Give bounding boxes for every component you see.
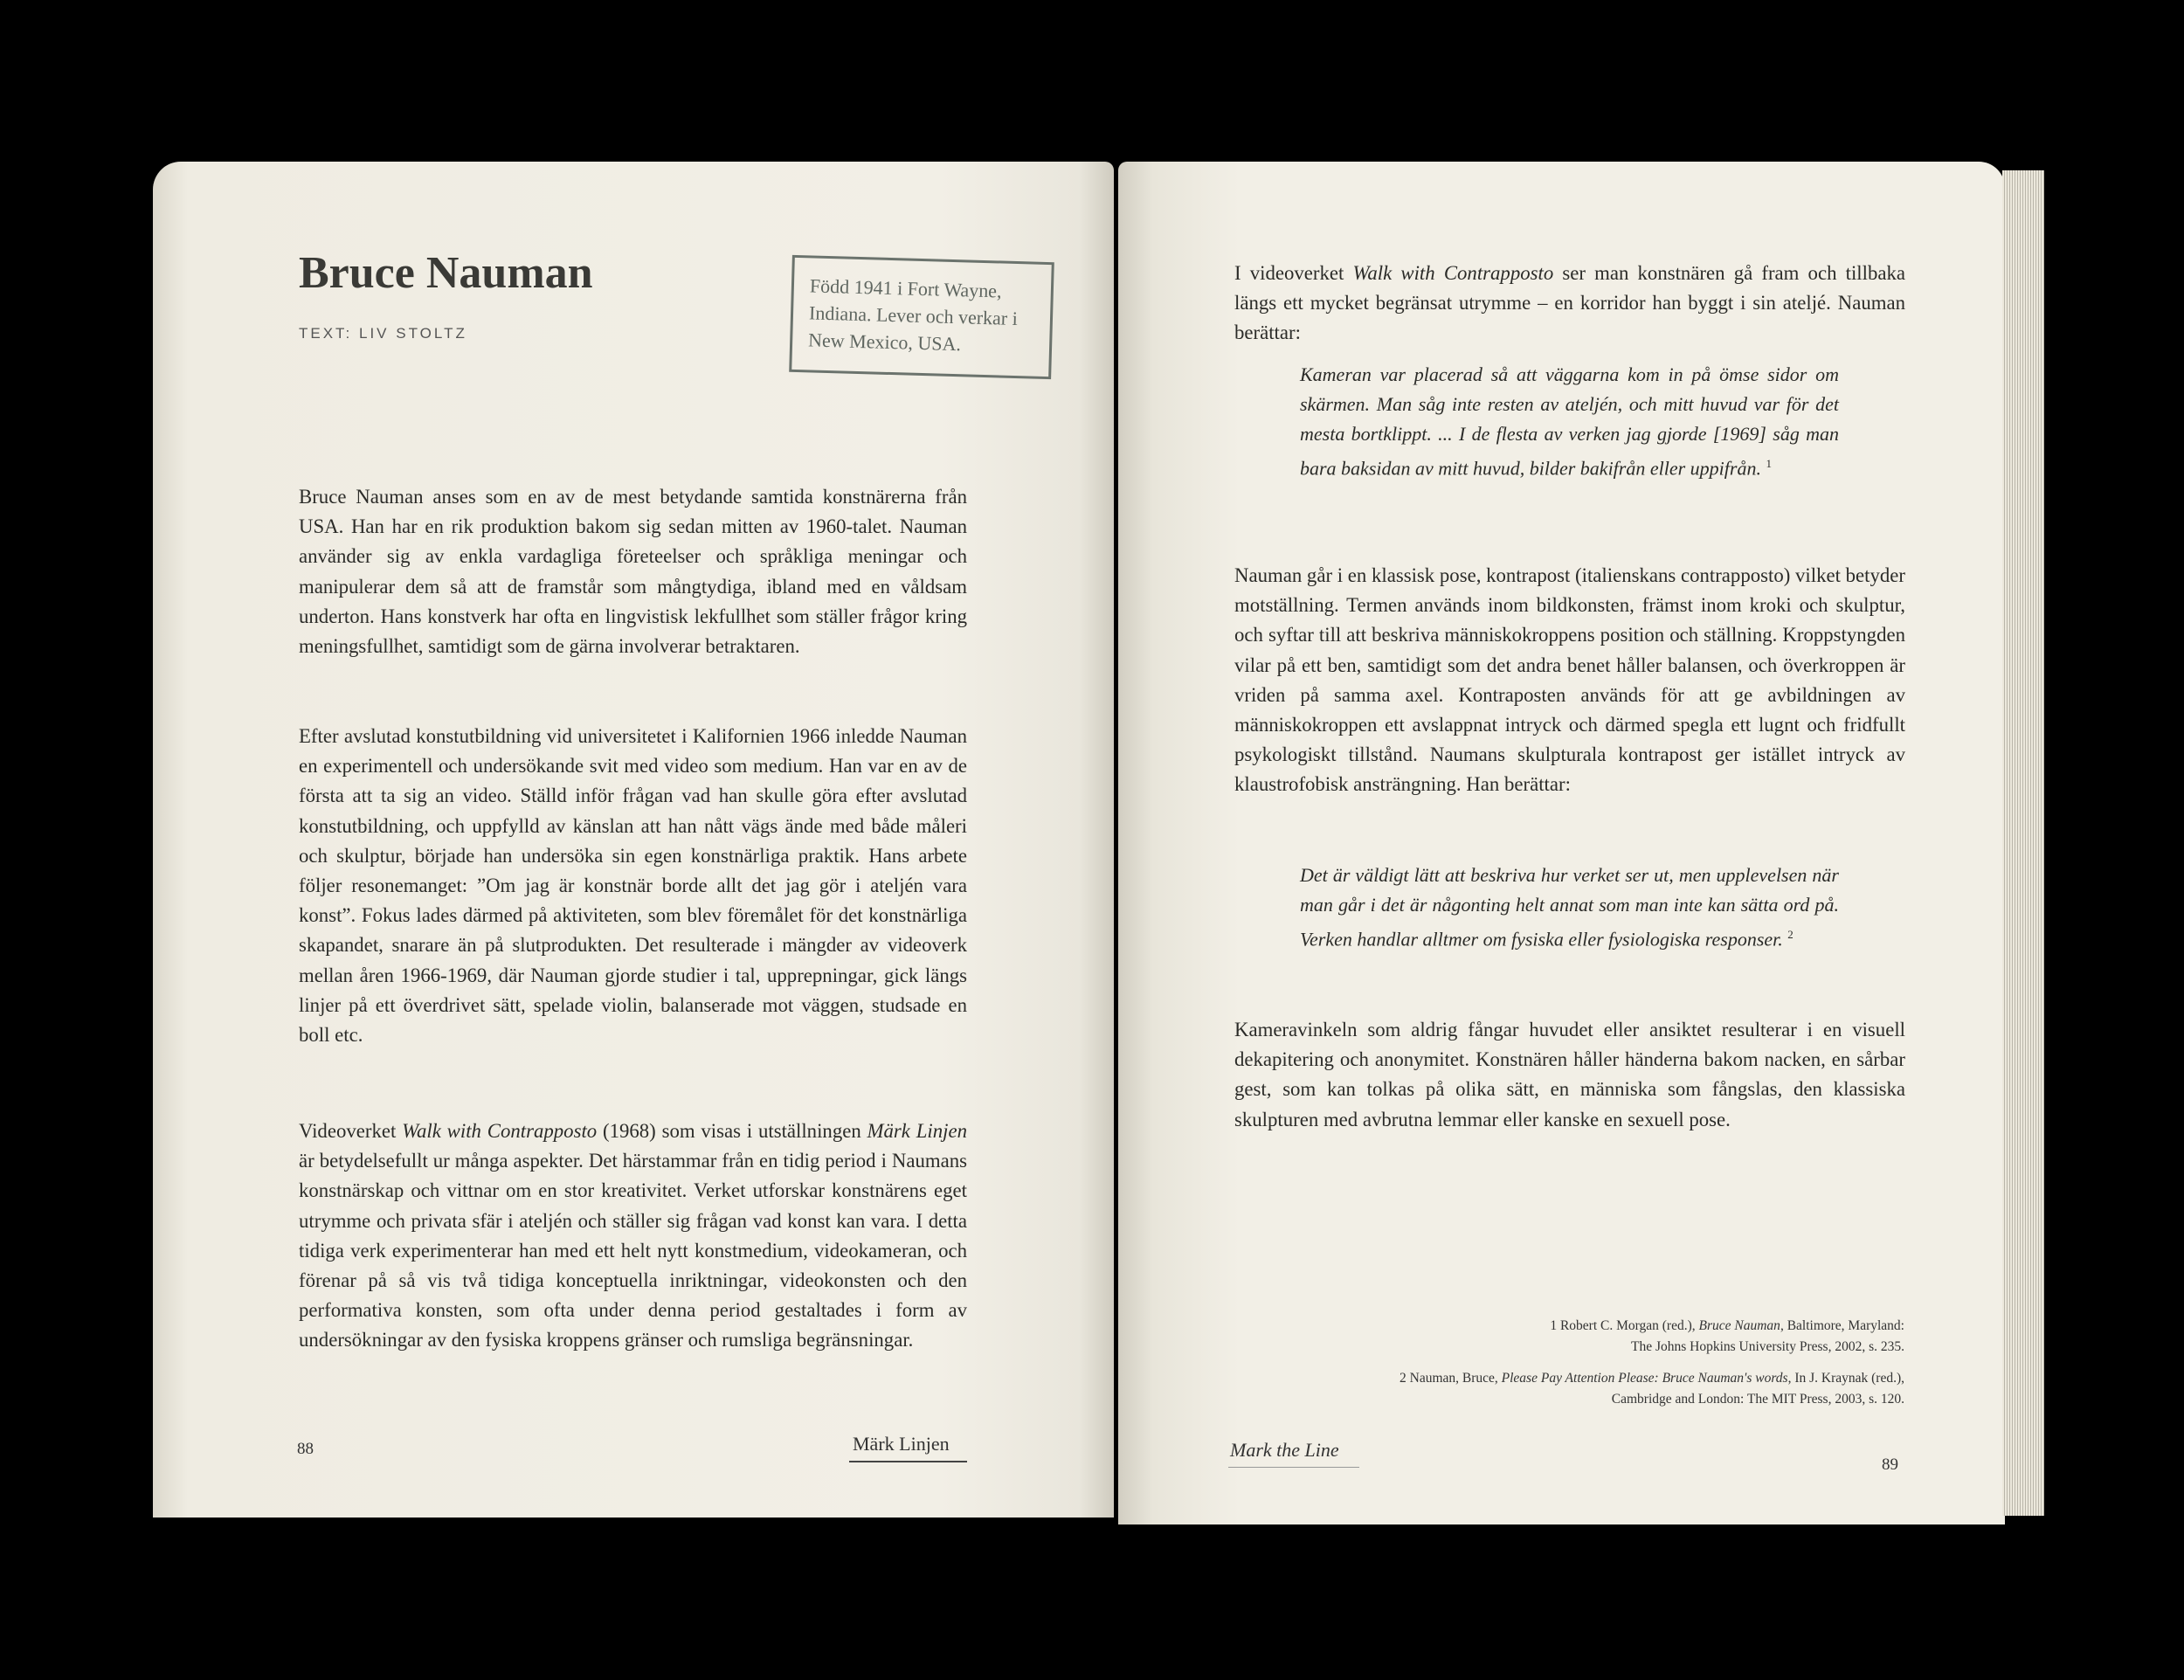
quote-2-text: Det är väldigt lätt att beskriva hur verket ser ut, men upplevelsen när man går i det är någonting helt annat som man inte kan sätta ord på. Verken handlar alltmer om fysiska eller fysiologiska responser.	[1300, 864, 1839, 951]
left-paragraph-2: Efter avslutad konstutbildning vid universitetet i Kalifornien 1966 inledde Nauman en experimentell och undersökande svit med video som medium. Han var en av de första att ta sig an video. Ställd inför frågan vad han skulle göra efter avslutad konstutbildning, och uppfylld av känslan att han nått vägs ände med både måleri och skulptur, började han undersöka sin egen konstnärliga praktik. Hans arbete följer resonemanget: ”Om jag är konstnär borde allt det jag gör i ateljén vara konst”. Fokus lades därmed på aktiviteten, som blev föremålet för det konstnärliga skapandet, snarare än på slutprodukten. Det resulterade i mängder av videoverk mellan åren 1966-1969, där Nauman gjorde studier i tal, upprepningar, gick längs linjer på ett överdrivet sätt, spelade violin, balanserade mot väggen, studsade en boll etc.	[299, 725, 967, 1047]
left-paragraph-1: Bruce Nauman anses som en av de mest betydande samtida konstnärerna från USA. Han har en rik produktion bakom sig sedan mitten av 1960-talet. Nauman använder sig av enkla vardagliga företeelser och språkliga meningar och manipulerar dem så att de framstår som mångtydiga, ibland med en våldsam underton. Hans konstverk har ofta en lingvistisk lekfullhet som ställer frågor kring meningsfullhet, samtidigt som de gärna involverar betraktaren.	[299, 486, 967, 658]
footnote-ref-1: 1	[1766, 457, 1772, 470]
footnote-1-title: Bruce Nauman	[1698, 1318, 1780, 1333]
page-number-right: 89	[1882, 1455, 1898, 1474]
bio-text: Född 1941 i Fort Wayne, Indiana. Lever och verkar i New Mexico, USA.	[807, 274, 1019, 356]
footnote-2	[1241, 1368, 1904, 1410]
running-title-right: Mark the Line	[1230, 1439, 1339, 1461]
footnote-1-text-a: 1 Robert C. Morgan (red.),	[1550, 1318, 1699, 1333]
left-paragraph-3-text-e: är betydelsefullt ur många aspekter. Det härstammar från en tidig period i Naumans konstnärskap och vittnar om en stor kreativitet. Verket utforskar konstnärens eget utrymme och privata sfär i ateljén och ställer sig frågan vad konst kan vara. I detta tidiga verk experimenterar han med ett helt nytt konstmedium, videokameran, och förenar på så vis två tidiga konceptuella inriktningar, videokonsten och den performativa konsten, som ofta under denna period gestaltades i form av undersökningar av den fysiska kroppens gränser och rumsliga begränsningar.	[299, 1150, 967, 1352]
footnote-1	[1310, 1316, 1904, 1358]
footnote-1-line-2: The Johns Hopkins University Press, 2002, s. 235.	[1630, 1339, 1904, 1354]
running-title-rule-right	[1228, 1467, 1359, 1468]
work-title-italic: Walk with Contrapposto	[402, 1120, 598, 1142]
right-paragraph-1	[1234, 259, 1905, 349]
running-title-rule-left	[849, 1461, 967, 1462]
page-number-left: 88	[297, 1440, 314, 1458]
quote-1-text: Kameran var placerad så att väggarna kom in på ömse sidor om skärmen. Man såg inte resten av ateljén, och mitt huvud var för det mesta bortklippt. ... I de flesta av verken jag gjorde [1969] såg man bara baksidan av mitt huvud, bilder bakifrån eller uppifrån.	[1300, 363, 1839, 480]
left-paragraph-3-text-a: Videoverket	[299, 1120, 403, 1142]
footnote-2-line-1	[1241, 1368, 1904, 1389]
footnote-2-line-2: Cambridge and London: The MIT Press, 2003, s. 120.	[1611, 1392, 1904, 1407]
right-paragraph-1-text-a: I videoverket	[1234, 262, 1353, 284]
running-title-left: Märk Linjen	[853, 1433, 950, 1455]
author-credit: TEXT: LIV STOLTZ	[299, 325, 467, 342]
page-edges-right	[2002, 170, 2044, 1516]
right-paragraph-1-text-c: ser man konstnären gå fram och tillbaka längs ett mycket begränsat utrymme – en korridor han byggt i sin ateljé. Nauman berättar:	[1234, 262, 1905, 344]
article-title: Bruce Nauman	[299, 248, 593, 298]
footnote-2-text-a: 2 Nauman, Bruce,	[1400, 1371, 1502, 1386]
right-paragraph-2: Nauman går i en klassisk pose, kontrapost (italienskans contrapposto) vilket betyder motställning. Termen används inom bildkonsten, främst inom kroki och skulptur, och syftar till att beskriva människokroppens position och ställning. Kroppstyngden vilar på ett ben, samtidigt som det andra benet håller balansen, och överkroppen är vriden på samma axel. Kontraposten används för att ge avbildningen av människokroppen ett avslappnat intryck och därmed spegla ett lugnt och fridfullt psykologiskt tillstånd. Naumans skulpturala kontrapost ger istället intryck av klaustrofobisk ansträngning. Han berättar:	[1234, 564, 1905, 796]
bio-box	[789, 255, 1054, 379]
exhibition-title-italic: Märk Linjen	[867, 1120, 967, 1142]
block-quote-2	[1300, 861, 1839, 954]
right-paragraph-3: Kameravinkeln som aldrig fångar huvudet eller ansiktet resulterar i en visuell dekapitering och anonymitet. Konstnären håller händerna bakom nacken, en sårbar gest, som kan tolkas på olika sätt, en människa som fångslas, den klassiska skulpturen med avbrutna lemmar eller kanske en sexuell pose.	[1234, 1019, 1905, 1130]
footnote-2-text-c: , In J. Kraynak (red.),	[1787, 1371, 1904, 1386]
block-quote-1	[1300, 360, 1839, 483]
footnote-1-line-1	[1310, 1316, 1904, 1337]
left-paragraph-3	[299, 1117, 967, 1356]
footnote-2-title: Please Pay Attention Please: Bruce Nauman's words	[1501, 1371, 1788, 1386]
footnote-1-text-c: , Baltimore, Maryland:	[1780, 1318, 1904, 1333]
footnote-ref-2: 2	[1787, 928, 1794, 941]
work-title-italic-right: Walk with Contrapposto	[1352, 262, 1554, 284]
left-paragraph-3-text-c: (1968) som visas i utställningen	[597, 1120, 867, 1142]
